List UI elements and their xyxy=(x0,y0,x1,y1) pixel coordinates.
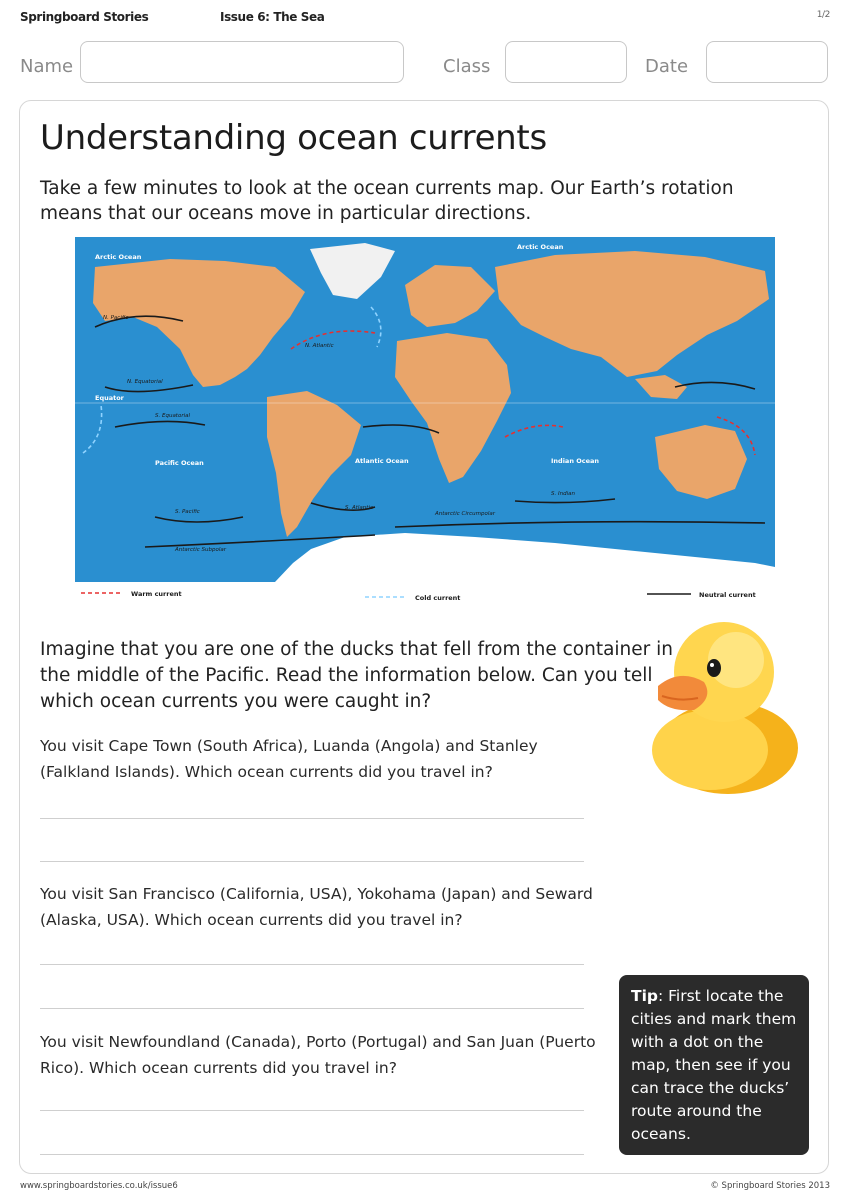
issue-title: Issue 6: The Sea xyxy=(220,10,325,24)
ocean-label-southern: Southern Ocean xyxy=(311,551,370,559)
page-header xyxy=(20,8,830,28)
name-field[interactable] xyxy=(80,41,404,83)
ocean-label-indian: Indian Ocean xyxy=(551,457,600,465)
class-field[interactable] xyxy=(505,41,627,83)
legend-cold: Cold current xyxy=(415,594,461,602)
ocean-label-atlantic: Atlantic Ocean xyxy=(355,457,409,465)
legend-warm: Warm current xyxy=(131,590,182,598)
date-label: Date xyxy=(645,56,689,77)
current-label-n-atlantic: N. Atlantic xyxy=(305,343,334,349)
answer-line[interactable] xyxy=(40,861,584,862)
current-label-antarctic-subpolar: Antarctic Subpolar xyxy=(175,547,227,553)
answer-line[interactable] xyxy=(40,818,584,819)
question-2: You visit San Francisco (California, USA), Yokohama (Japan) and Seward (Alaska, USA). Which ocean currents did you travel in? xyxy=(40,885,593,929)
imagine-text: Imagine that you are one of the ducks that fell from the container in the middle of the Pacific. Read the information below. Can you tell which ocean currents you were caught in? xyxy=(40,639,674,712)
current-label-antarctic-circumpolar: Antarctic Circumpolar xyxy=(435,511,496,517)
footer-copyright: © Springboard Stories 2013 xyxy=(710,1181,830,1191)
tip-text: : First locate the cities and mark them with a dot on the map, then see if you can trace the ducks’ route around the oceans. xyxy=(631,987,797,1143)
current-label-s-equatorial: S. Equatorial xyxy=(155,413,191,419)
ocean-currents-map xyxy=(75,237,775,623)
intro-text: Take a few minutes to look at the ocean currents map. Our Earth’s rotation means that our oceans move in particular directions. xyxy=(40,178,734,224)
name-label: Name xyxy=(20,56,74,77)
answer-line[interactable] xyxy=(40,1008,584,1009)
answer-line[interactable] xyxy=(40,1110,584,1111)
page-number: 1/2 xyxy=(816,10,830,20)
question-3: You visit Newfoundland (Canada), Porto (Portugal) and San Juan (Puerto Rico). Which ocean currents did you travel in? xyxy=(40,1033,596,1077)
tip-label: Tip xyxy=(631,987,658,1005)
tip-box xyxy=(619,975,809,1155)
current-label-s-pacific: S. Pacific xyxy=(175,509,200,515)
legend-neutral: Neutral current xyxy=(699,591,756,599)
date-field[interactable] xyxy=(706,41,828,83)
footer-url[interactable]: www.springboardstories.co.uk/issue6 xyxy=(20,1181,178,1191)
question-1: You visit Cape Town (South Africa), Luanda (Angola) and Stanley (Falkland Islands). Which ocean currents did you travel in? xyxy=(40,737,538,781)
equator-label: Equator xyxy=(95,394,124,402)
ocean-label-pacific: Pacific Ocean xyxy=(155,459,204,467)
class-label: Class xyxy=(443,56,491,77)
answer-line[interactable] xyxy=(40,964,584,965)
answer-line[interactable] xyxy=(40,1154,584,1155)
student-details xyxy=(20,40,830,84)
page-title: Understanding ocean currents xyxy=(40,118,547,158)
current-label-n-pacific: N. Pacific xyxy=(103,315,129,321)
rubber-duck-image xyxy=(640,600,800,800)
current-label-s-atlantic: S. Atlantic xyxy=(345,505,373,511)
current-label-n-equatorial: N. Equatorial xyxy=(127,379,163,385)
publication-name: Springboard Stories xyxy=(20,10,149,24)
ocean-label-arctic-west: Arctic Ocean xyxy=(95,253,142,261)
current-label-s-indian: S. Indian xyxy=(551,491,575,497)
ocean-label-arctic-east: Arctic Ocean xyxy=(517,243,564,251)
